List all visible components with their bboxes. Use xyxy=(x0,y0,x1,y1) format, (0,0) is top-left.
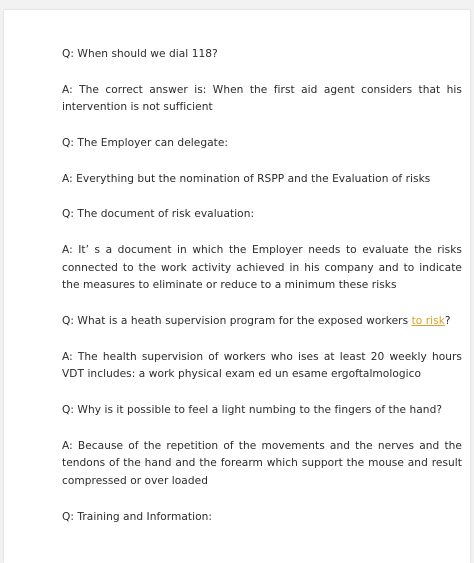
answer-numbing-fingers: A: Because of the repetition of the movements and the nerves and the tendons of the hand and the forearm which support the mouse and result compressed or over loaded xyxy=(62,439,462,488)
question-employer-delegate: Q: The Employer can delegate: xyxy=(62,136,229,149)
question-health-supervision-text: Q: What is a heath supervision program for the exposed workers xyxy=(62,314,412,327)
answer-risk-document: A: It’ s a document in which the Employer needs to evaluate the risks connected to the work activity achieved in his company and to indicate the measures to eliminate or reduce to a minimum these risks xyxy=(62,243,462,292)
question-risk-document: Q: The document of risk evaluation: xyxy=(62,208,255,221)
answer-dial-118: A: The correct answer is: When the first aid agent considers that his intervention is not sufficient xyxy=(62,83,462,114)
question-training-information: Q: Training and Information: xyxy=(62,510,213,523)
answer-health-supervision: A: The health supervision of workers who ises at least 20 weekly hours VDT includes: a work physical exam ed un esame ergoftalmologico xyxy=(62,350,462,381)
answer-employer-delegate: A: Everything but the nomination of RSPP and the Evaluation of risks xyxy=(62,172,431,185)
question-dial-118: Q: When should we dial 118? xyxy=(62,48,218,60)
document-body xyxy=(42,46,462,544)
highlighted-text: to risk xyxy=(411,314,445,327)
question-health-supervision xyxy=(42,313,462,331)
question-numbing-fingers: Q: Why is it possible to feel a light numbing to the fingers of the hand? xyxy=(62,403,443,416)
document-page xyxy=(4,10,470,563)
question-mark: ? xyxy=(444,314,451,327)
